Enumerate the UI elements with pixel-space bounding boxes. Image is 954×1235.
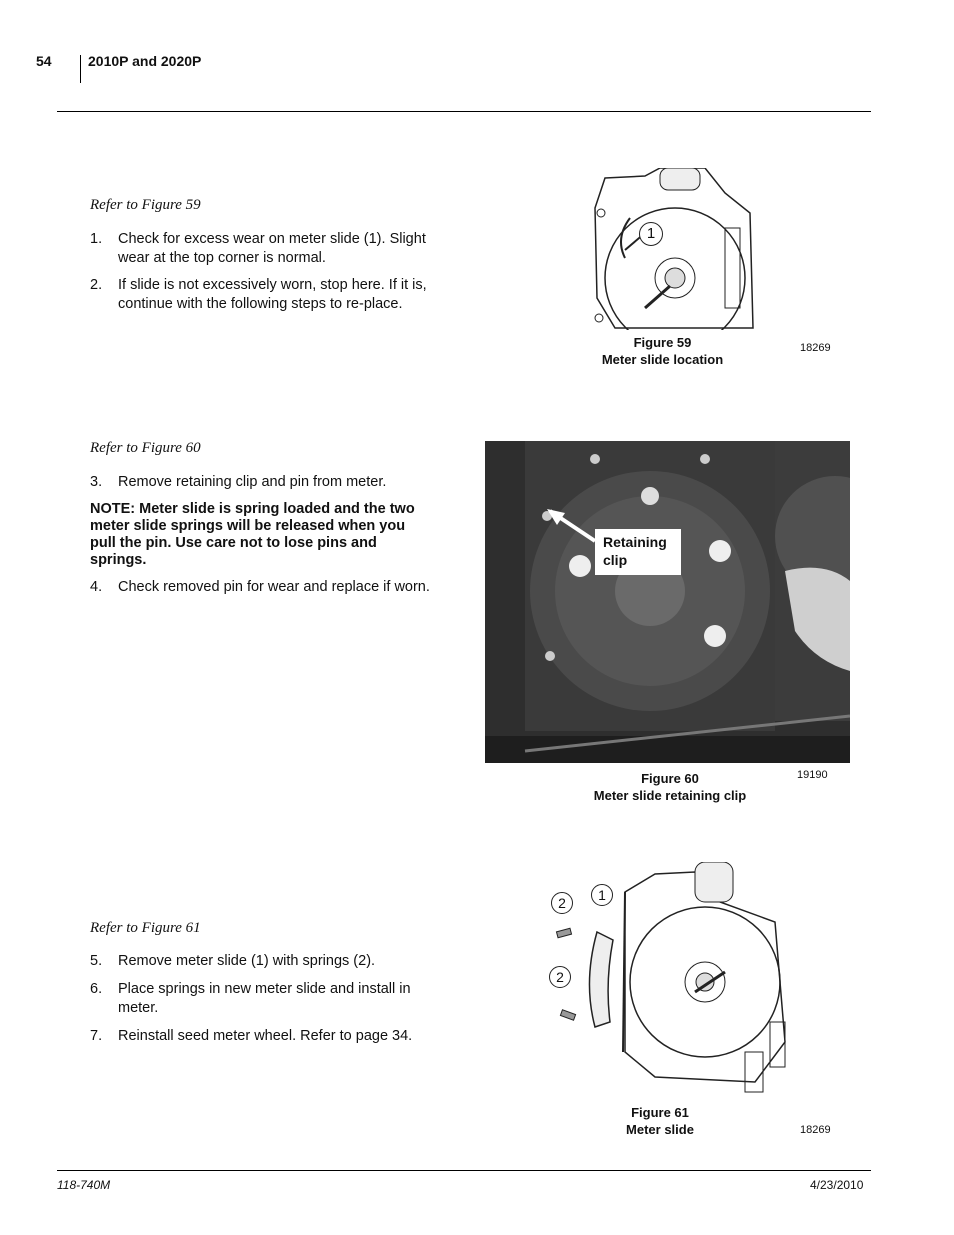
- step-text: Check removed pin for wear and replace if worn.: [118, 579, 430, 595]
- step-number: 2.: [90, 277, 103, 293]
- step-number: 3.: [90, 474, 103, 490]
- step-number: 4.: [90, 579, 103, 595]
- header-divider: [80, 55, 81, 83]
- refer-figure-61: Refer to Figure 61: [90, 920, 201, 936]
- figure-61-caption: [600, 1104, 720, 1138]
- step-1: [90, 230, 435, 268]
- retaining-clip-label: Retaining clip: [595, 529, 681, 575]
- figure-61-image: [545, 862, 800, 1097]
- step-text: Reinstall seed meter wheel. Refer to page 34.: [118, 1028, 413, 1044]
- doc-date: 4/23/2010: [810, 1178, 864, 1192]
- step-7: [90, 1027, 435, 1046]
- step-3: [90, 473, 435, 492]
- figure-caption: Meter slide location: [601, 352, 724, 367]
- figure-60-number: 19190: [797, 769, 828, 781]
- callout-1: 1: [591, 884, 613, 906]
- figure-59-number: 18269: [800, 342, 831, 354]
- step-number: 7.: [90, 1028, 103, 1044]
- step-text: Remove meter slide (1) with springs (2).: [118, 953, 376, 969]
- note: NOTE: Meter slide is spring loaded and the two meter slide springs will be released when you pull the pin. Use care not to lose pins and springs.: [90, 501, 415, 568]
- step-number: 1.: [90, 231, 103, 247]
- page-title: 2010P and 2020P: [88, 53, 202, 69]
- refer-figure-59: Refer to Figure 59: [90, 197, 201, 213]
- step-number: 6.: [90, 981, 103, 997]
- callout-1: 1: [639, 222, 663, 246]
- figure-60-photo: [485, 441, 850, 763]
- refer-figure-60: Refer to Figure 60: [90, 440, 201, 456]
- step-5: [90, 952, 435, 971]
- page-number: 54: [36, 53, 52, 69]
- step-number: 5.: [90, 953, 103, 969]
- footer-rule: [57, 1170, 871, 1171]
- figure-59-caption: [590, 334, 735, 368]
- step-text: If slide is not excessively worn, stop here. If it is, continue with the following steps to re-place.: [118, 277, 427, 312]
- step-4: [90, 578, 435, 597]
- figure-caption: Meter slide retaining clip: [593, 788, 747, 803]
- step-2: [90, 276, 435, 314]
- figure-label: Figure 59: [633, 335, 692, 350]
- step-text: Check for excess wear on meter slide (1). Slight wear at the top corner is normal.: [118, 231, 426, 266]
- step-6: [90, 980, 435, 1018]
- figure-60-caption: [580, 770, 760, 804]
- step-text: Place springs in new meter slide and install in meter.: [118, 981, 411, 1016]
- figure-label: Figure 61: [631, 1105, 689, 1120]
- callout-2-upper: 2: [551, 892, 573, 914]
- step-text: Remove retaining clip and pin from meter.: [118, 474, 387, 490]
- figure-label: Figure 60: [641, 771, 699, 786]
- doc-number: 118-740M: [57, 1178, 111, 1192]
- callout-2-lower: 2: [549, 966, 571, 988]
- figure-59-image: [585, 168, 760, 330]
- figure-61-number: 18269: [800, 1124, 831, 1136]
- header-rule: [57, 111, 871, 112]
- figure-caption: Meter slide: [626, 1122, 694, 1137]
